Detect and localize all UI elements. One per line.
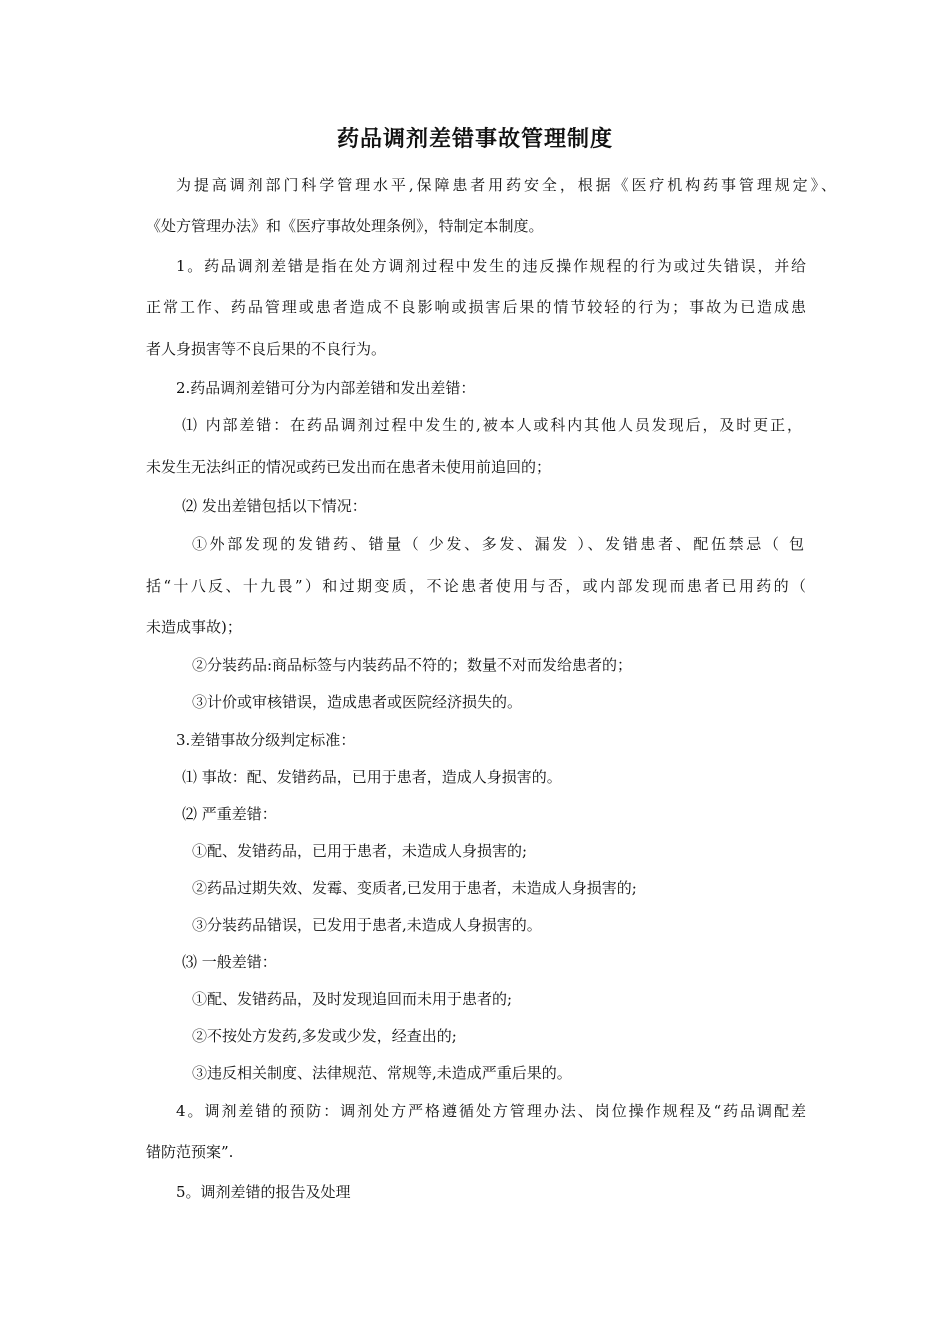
paragraph-line: ③计价或审核错误，造成患者或医院经济损失的。 [192, 693, 523, 711]
paragraph-line: ②不按处方发药,多发或少发，经查出的; [192, 1027, 457, 1045]
paragraph-line: ⑴ 事故：配、发错药品，已用于患者，造成人身损害的。 [182, 768, 562, 786]
paragraph-line: 3.差错事故分级判定标准： [176, 731, 356, 749]
paragraph-line: ⑴ 内部差错：在药品调剂过程中发生的,被本人或科内其他人员发现后，及时更正， [182, 416, 802, 434]
paragraph-line: 未造成事故)； [146, 618, 242, 636]
paragraph-line: 2.药品调剂差错可分为内部差错和发出差错： [176, 379, 476, 397]
paragraph-line: 4。调剂差错的预防：调剂处方严格遵循处方管理办法、岗位操作规程及“药品调配差 [176, 1102, 806, 1120]
paragraph-line: ①配、发错药品，及时发现追回而未用于患者的; [192, 990, 513, 1008]
paragraph-line: ③违反相关制度、法律规范、常规等,未造成严重后果的。 [192, 1064, 572, 1082]
paragraph-line: ②药品过期失效、发霉、变质者,已发用于患者，未造成人身损害的; [192, 879, 637, 897]
paragraph-line: ①外部发现的发错药、错量（ 少发、多发、漏发 ）、发错患者、配伍禁忌（ 包 [192, 535, 804, 553]
paragraph-line: 为提高调剂部门科学管理水平,保障患者用药安全，根据《医疗机构药事管理规定》、 [176, 176, 836, 194]
paragraph-line: ⑵ 发出差错包括以下情况： [182, 497, 367, 515]
document-title: 药品调剂差错事故管理制度 [336, 127, 613, 152]
paragraph-line: ⑵ 严重差错： [182, 805, 277, 823]
paragraph-line: 1。药品调剂差错是指在处方调剂过程中发生的违反操作规程的行为或过失错误，并给 [176, 257, 806, 275]
paragraph-line: 括“十八反、十九畏”）和过期变质，不论患者使用与否，或内部发现而患者已用药的（ [146, 577, 806, 595]
paragraph-line: ③分装药品错误，已发用于患者,未造成人身损害的。 [192, 916, 542, 934]
paragraph-line: 未发生无法纠正的情况或药已发出而在患者未使用前追回的； [146, 458, 552, 476]
paragraph-line: 正常工作、药品管理或患者造成不良影响或损害后果的情节较轻的行为；事故为已造成患 [146, 298, 806, 316]
paragraph-line: 错防范预案”. [146, 1143, 234, 1161]
paragraph-line: 《处方管理办法》和《医疗事故处理条例》，特制定本制度。 [146, 217, 544, 235]
paragraph-line: ⑶ 一般差错： [182, 953, 277, 971]
paragraph-line: ①配、发错药品，已用于患者，未造成人身损害的; [192, 842, 528, 860]
paragraph-line: ②分装药品:商品标签与内装药品不符的；数量不对而发给患者的； [192, 656, 633, 674]
paragraph-line: 者人身损害等不良后果的不良行为。 [146, 340, 387, 358]
paragraph-line: 5。调剂差错的报告及处理 [176, 1183, 351, 1201]
